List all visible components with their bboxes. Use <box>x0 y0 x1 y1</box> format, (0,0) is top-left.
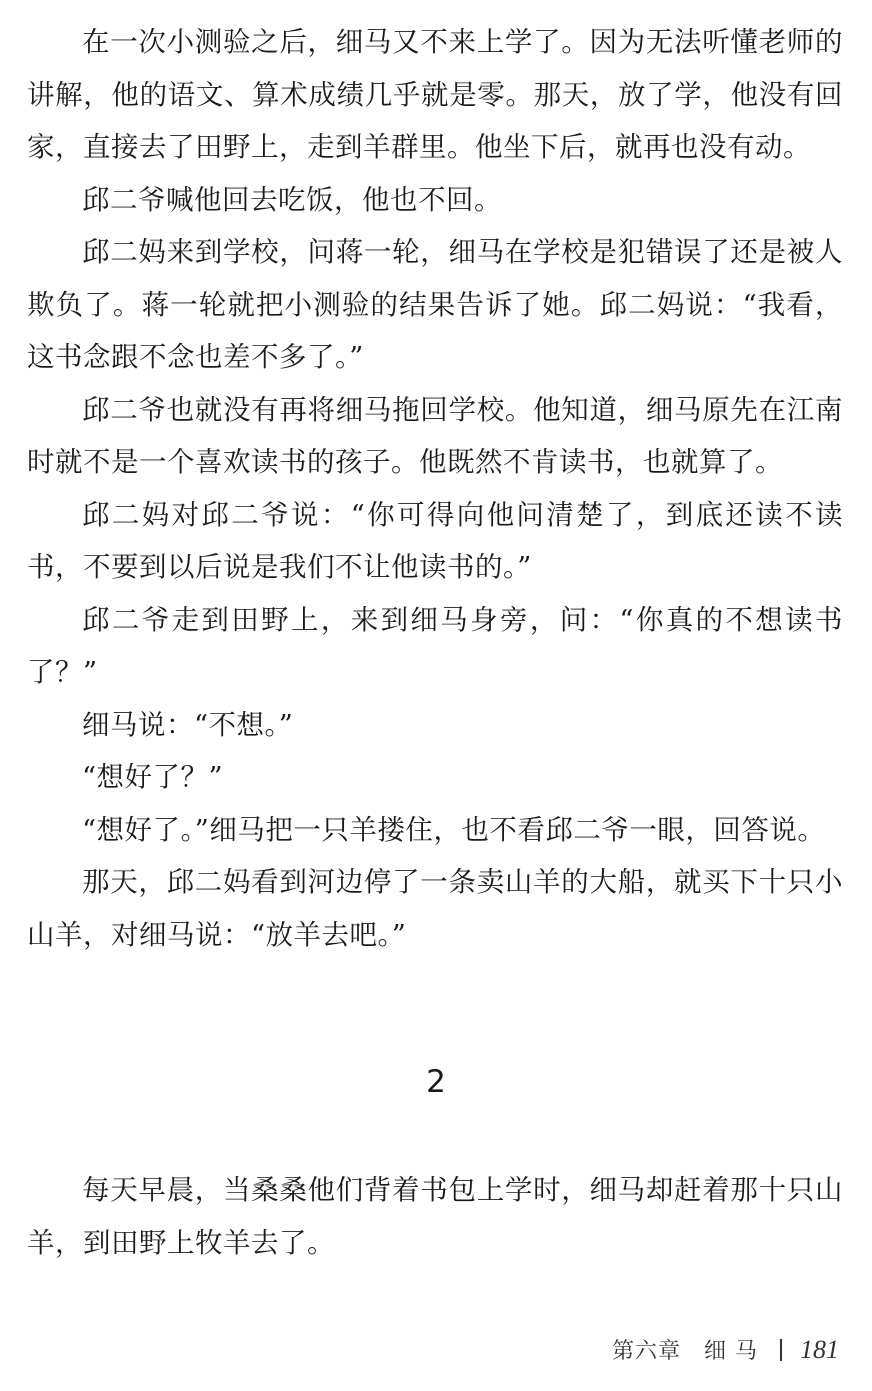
paragraph: 每天早晨，当桑桑他们背着书包上学时，细马却赶着那十只山羊，到田野上牧羊去了。 <box>27 1174 843 1259</box>
main-text <box>27 16 843 961</box>
paragraph: 那天，邱二妈看到河边停了一条卖山羊的大船，就买下十只小山羊，对细马说：“放羊去吧。” <box>27 866 843 951</box>
paragraph: 在一次小测验之后，细马又不来上学了。因为无法听懂老师的讲解，他的语文、算术成绩几乎就是零。那天，放了学，他没有回家，直接去了田野上，走到羊群里。他坐下后，就再也没有动。 <box>27 26 843 163</box>
paragraph: “想好了。”细马把一只羊搂住，也不看邱二爷一眼，回答说。 <box>82 813 826 846</box>
section-text <box>27 1164 843 1269</box>
paragraph: 邱二妈对邱二爷说：“你可得向他问清楚了，到底还读不读书，不要到以后说是我们不让他读书的。” <box>27 498 843 583</box>
chapter-title: 第六章 细 马 <box>612 1339 758 1364</box>
footer-divider <box>780 1339 782 1361</box>
section-number: 2 <box>426 1064 446 1100</box>
paragraph: 细马说：“不想。” <box>82 708 294 741</box>
page-footer <box>612 1334 839 1365</box>
paragraph: 邱二爷喊他回去吃饭，他也不回。 <box>82 183 502 216</box>
paragraph: 邱二爷也就没有再将细马拖回学校。他知道，细马原先在江南时就不是一个喜欢读书的孩子。他既然不肯读书，也就算了。 <box>27 393 843 478</box>
page-number: 181 <box>800 1334 839 1364</box>
paragraph: 邱二爷走到田野上，来到细马身旁，问：“你真的不想读书了？” <box>27 603 843 688</box>
paragraph: “想好了？” <box>82 761 224 793</box>
paragraph: 邱二妈来到学校，问蒋一轮，细马在学校是犯错误了还是被人欺负了。蒋一轮就把小测验的结果告诉了她。邱二妈说：“我看，这书念跟不念也差不多了。” <box>27 236 843 373</box>
